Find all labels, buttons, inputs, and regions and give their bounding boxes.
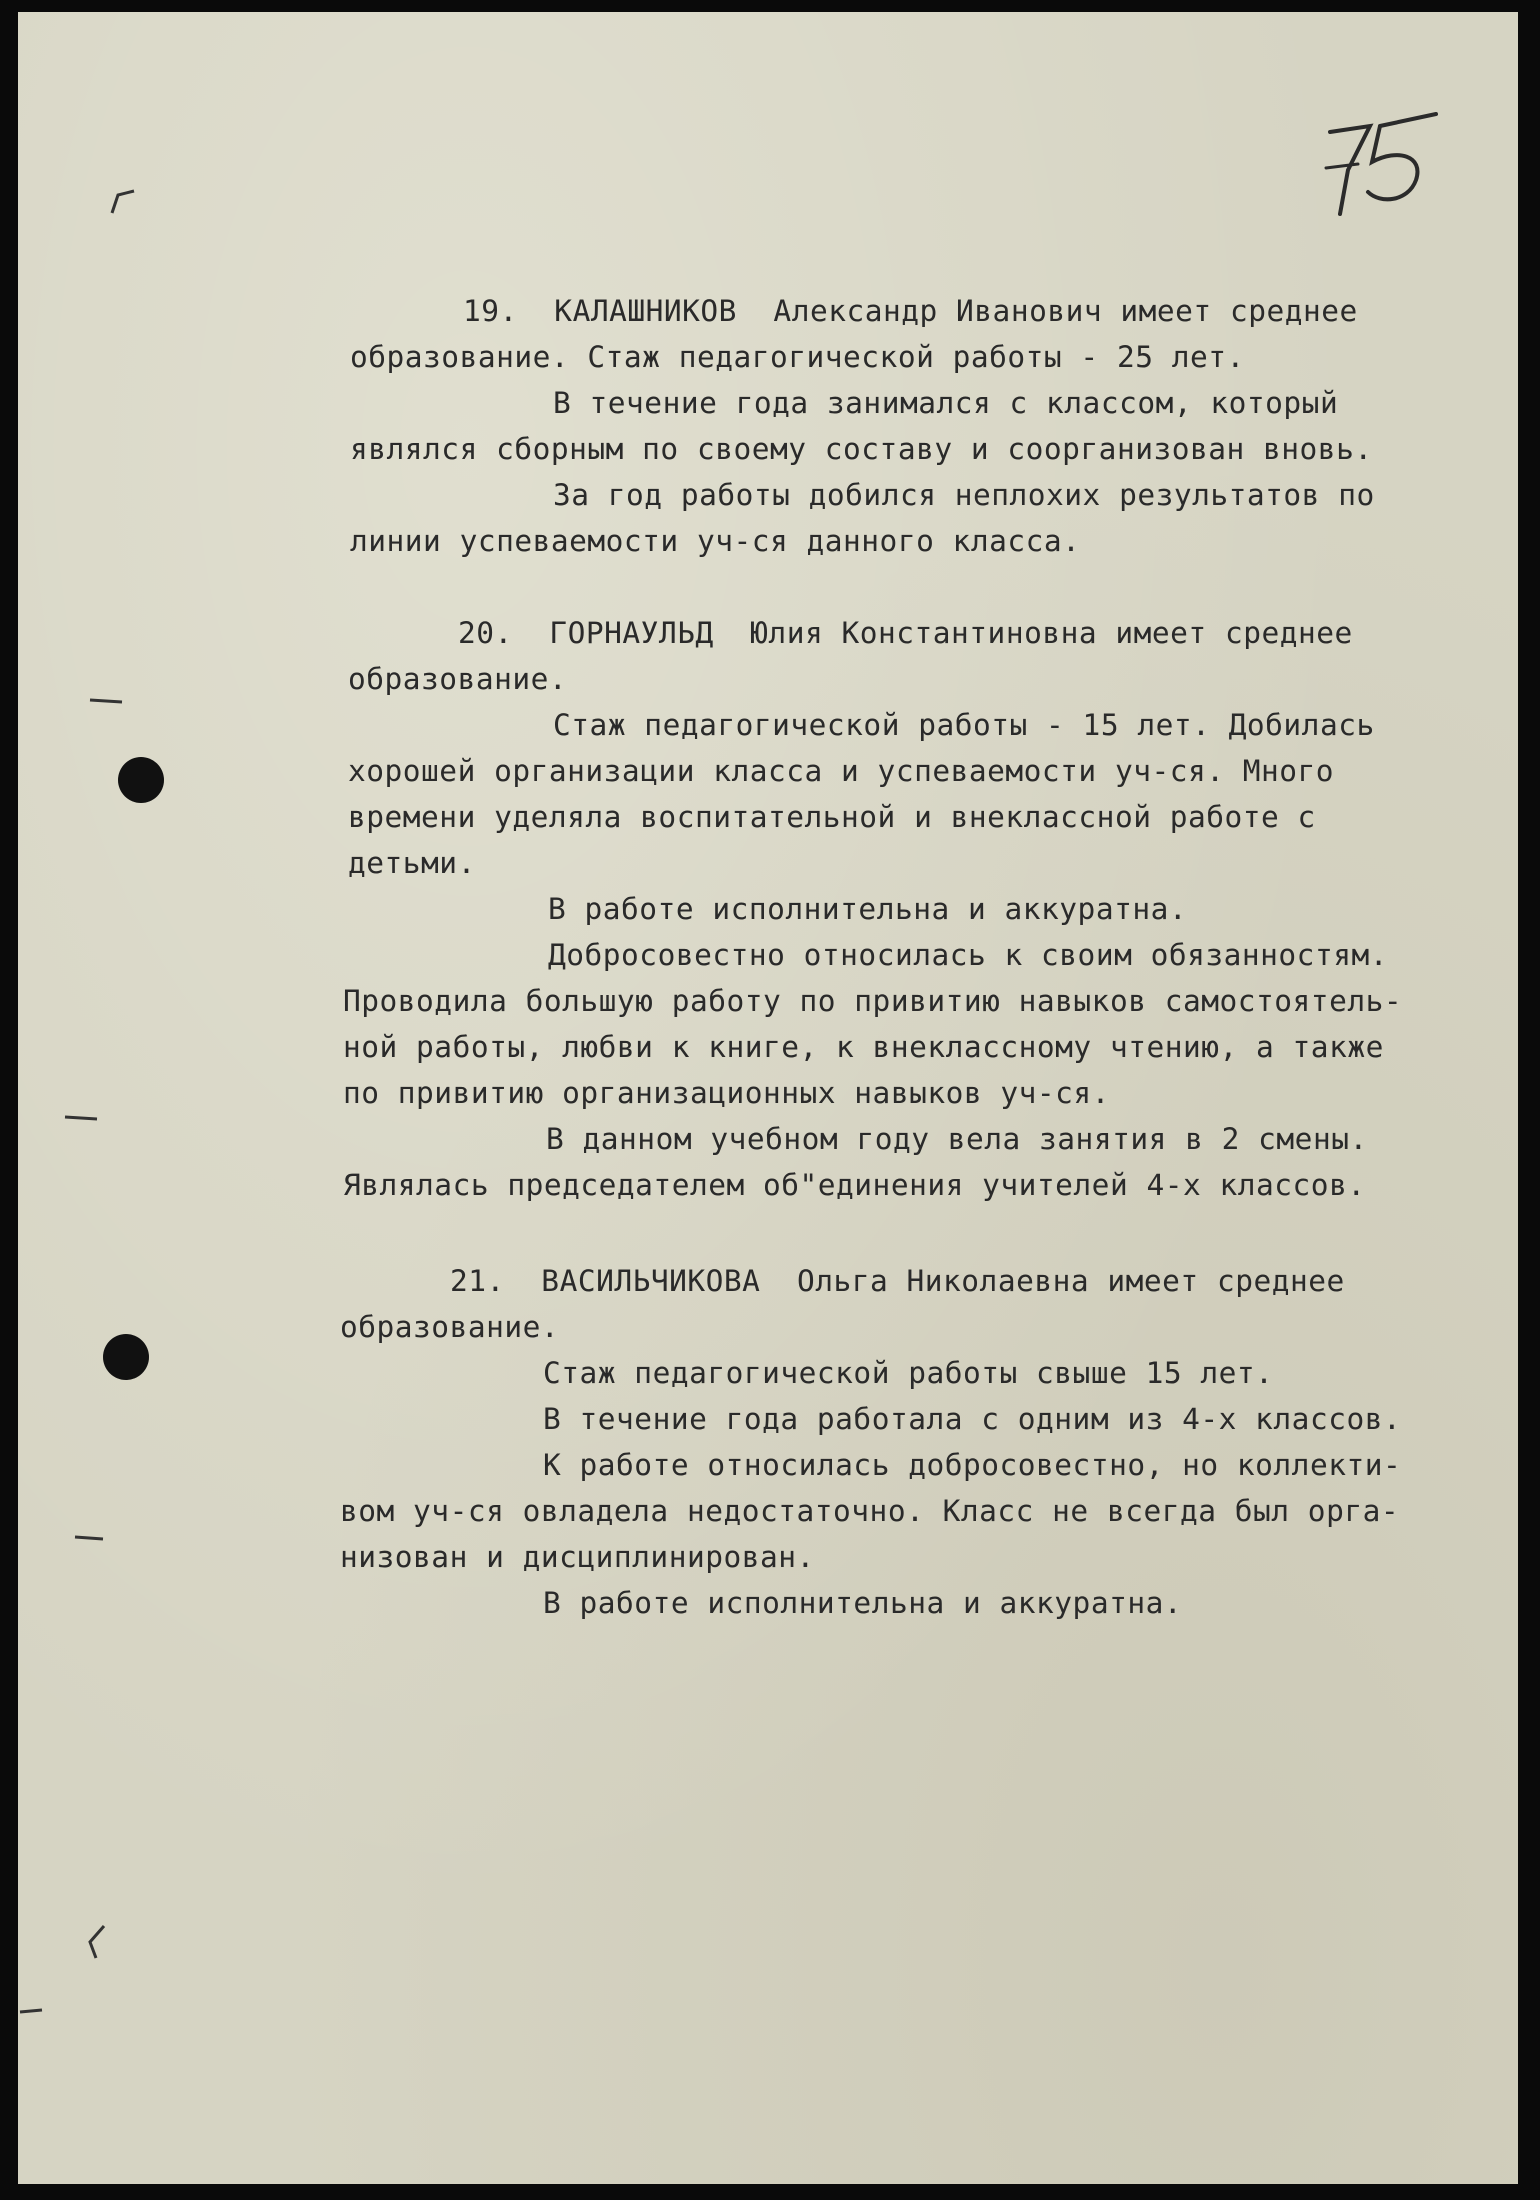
- entry-20-line-10: ной работы, любви к книге, к внеклассному чтению, а также: [343, 1030, 1384, 1064]
- entry-20-line-5: времени уделяла воспитательной и внеклассной работе с: [348, 800, 1316, 834]
- entry-20-line-8: Добросовестно относилась к своим обязанностям.: [548, 938, 1388, 972]
- entry-21-line-7: низован и дисциплинирован.: [340, 1540, 815, 1574]
- document-page: [18, 12, 1518, 2184]
- entry-21-line-5: К работе относилась добросовестно, но коллекти-: [543, 1448, 1402, 1482]
- entry-19-line-5: За год работы добился неплохих результатов по: [553, 478, 1375, 512]
- entry-20-line-6: детьми.: [348, 846, 476, 880]
- entry-19-line-2: образование. Стаж педагогической работы - 25 лет.: [350, 340, 1245, 374]
- handwritten-page-number: [1318, 104, 1458, 224]
- entry-20-line-7: В работе исполнительна и аккуратна.: [548, 892, 1188, 926]
- margin-mark: [73, 1527, 113, 1547]
- entry-21-line-3: Стаж педагогической работы свыше 15 лет.: [543, 1356, 1274, 1390]
- margin-mark: [108, 187, 138, 217]
- entry-19-line-3: В течение года занимался с классом, который: [553, 386, 1339, 420]
- entry-19-line-6: линии успеваемости уч-ся данного класса.: [350, 524, 1081, 558]
- typed-text: [18, 12, 1403, 1620]
- entry-21-line-4: В течение года работала с одним из 4-х классов.: [543, 1402, 1402, 1436]
- entry-19-line-4: являлся сборным по своему составу и соорганизован вновь.: [350, 432, 1373, 466]
- punch-hole-bottom: [103, 1334, 149, 1380]
- entry-20-line-13: Являлась председателем об"единения учителей 4-х классов.: [343, 1168, 1366, 1202]
- entry-20-line-12: В данном учебном году вела занятия в 2 смены.: [546, 1122, 1368, 1156]
- entry-21-line-8: В работе исполнительна и аккуратна.: [543, 1586, 1183, 1620]
- entry-20-line-11: по привитию организационных навыков уч-ся.: [343, 1076, 1110, 1110]
- entry-21-line-1: 21. ВАСИЛЬЧИКОВА Ольга Николаевна имеет среднее: [450, 1264, 1345, 1298]
- entry-20-line-2: образование.: [348, 662, 568, 696]
- entry-20-line-4: хорошей организации класса и успеваемости уч-ся. Много: [348, 754, 1335, 788]
- entry-19-line-1: 19. КАЛАШНИКОВ Александр Иванович имеет среднее: [463, 294, 1358, 328]
- margin-mark: [80, 1922, 110, 1962]
- entry-21-line-2: образование.: [340, 1310, 560, 1344]
- margin-mark: [18, 2002, 48, 2022]
- entry-20-line-1: 20. ГОРНАУЛЬД Юлия Константиновна имеет среднее: [458, 616, 1353, 650]
- margin-mark: [88, 690, 128, 710]
- entry-20-line-3: Стаж педагогической работы - 15 лет. Добилась: [553, 708, 1375, 742]
- punch-hole-top: [118, 757, 164, 803]
- entry-21-line-6: вом уч-ся овладела недостаточно. Класс не всегда был орга-: [340, 1494, 1400, 1528]
- entry-20-line-9: Проводила большую работу по привитию навыков самостоятель-: [343, 984, 1403, 1018]
